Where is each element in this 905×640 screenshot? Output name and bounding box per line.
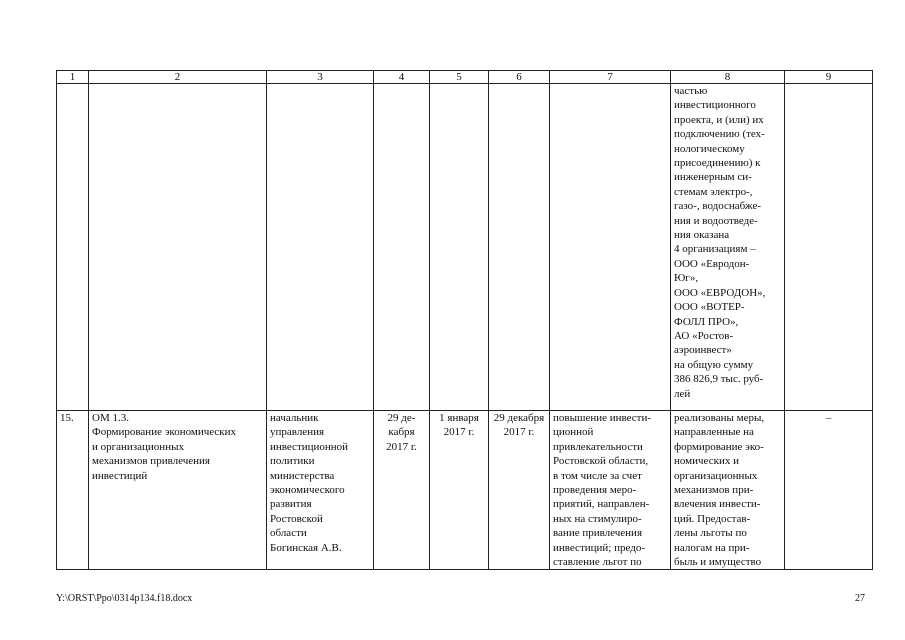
cell-text-line: ООО «ВОТЕР-: [674, 301, 745, 314]
cell-text-line: вание привлечения: [553, 527, 643, 540]
cell-empty: [785, 84, 873, 411]
cell-empty: [550, 84, 671, 411]
cell-text-line: формирование эко-: [674, 440, 764, 453]
cell-text-line: быль и имущество: [674, 556, 762, 569]
cell-text-line: ния оказана: [674, 229, 730, 242]
cell-problems: –: [785, 411, 873, 570]
cell-text-line: экономического: [270, 484, 345, 497]
cell-text-line: 2017 г.: [503, 426, 535, 439]
table-row-continued: [57, 84, 873, 411]
cell-empty: [374, 84, 430, 411]
cell-text-line: механизмов при-: [674, 484, 754, 497]
cell-text-line: налогам на при-: [674, 541, 750, 554]
header-cell-1: 1: [57, 71, 89, 84]
cell-text-line: области: [270, 527, 307, 540]
cell-text-line: ООО «Евродон-: [674, 257, 750, 270]
cell-text-line: частью: [674, 85, 708, 97]
header-cell-8: 8: [671, 71, 785, 84]
cell-empty: [430, 84, 489, 411]
cell-text-line: лены льготы по: [674, 527, 747, 540]
cell-text-line: влечения инвести-: [674, 498, 761, 511]
cell-text-line: 2017 г.: [443, 426, 475, 439]
cell-text-line: ных на стимулиро-: [553, 512, 642, 525]
cell-text-line: реализованы меры,: [674, 412, 765, 424]
header-cell-5: 5: [430, 71, 489, 84]
cell-text-line: нологическому: [674, 142, 745, 155]
cell-empty: [267, 84, 374, 411]
cell-text-line: привлекательности: [553, 440, 643, 453]
cell-text-line: политики: [270, 455, 315, 468]
cell-text-line: аэроинвест»: [674, 344, 732, 357]
cell-text-line: кабря: [388, 426, 415, 439]
cell-text-line: Ростовской: [270, 512, 323, 525]
cell-text-line: развития: [270, 498, 312, 511]
header-cell-4: 4: [374, 71, 430, 84]
cell-text-line: управления: [270, 426, 325, 439]
cell-empty: [489, 84, 550, 411]
header-cell-7: 7: [550, 71, 671, 84]
cell-measure-name: [89, 411, 267, 570]
cell-text-line: 29 де-: [387, 412, 416, 424]
footer-file-path: Y:\ORST\Ppo\0314p134.f18.docx: [56, 593, 193, 604]
cell-responsible: [267, 411, 374, 570]
cell-text-line: ООО «ЕВРОДОН»,: [674, 286, 766, 299]
cell-text-line: организационных: [674, 469, 758, 482]
cell-text-line: Богинская А.В.: [270, 541, 342, 554]
cell-empty: [57, 84, 89, 411]
cell-text-line: Формирование экономических: [92, 426, 237, 439]
cell-text-line: инвестиций: [92, 469, 148, 482]
cell-result-continued: [671, 84, 785, 411]
cell-text-line: ОМ 1.3.: [92, 412, 129, 424]
cell-text-line: ния и водоотведе-: [674, 214, 758, 227]
cell-text-line: ций. Предостав-: [674, 512, 751, 525]
cell-text-line: лей: [674, 387, 691, 400]
cell-text-line: ставление льгот по: [553, 556, 642, 569]
cell-text-line: присоединению) к: [674, 157, 761, 170]
cell-text-line: 29 декабря: [493, 412, 545, 424]
cell-planned-end-date: [374, 411, 430, 570]
cell-actual-result: [671, 411, 785, 570]
header-row: [57, 71, 873, 84]
cell-text-line: инвестиционного: [674, 99, 756, 112]
cell-text-line: повышение инвести-: [553, 412, 652, 424]
document-table: [56, 70, 873, 570]
cell-text-line: Ростовской области,: [553, 455, 649, 468]
cell-text-line: на общую сумму: [674, 358, 754, 371]
header-cell-2: 2: [89, 71, 267, 84]
cell-text-line: 4 организациям –: [674, 243, 756, 256]
cell-text-line: приятий, направлен-: [553, 498, 650, 511]
cell-text-line: 386 826,9 тыс. руб-: [674, 373, 764, 386]
cell-text-line: направленные на: [674, 426, 754, 439]
cell-expected-result: [550, 411, 671, 570]
cell-text-line: и организационных: [92, 440, 184, 453]
cell-text-line: номических и: [674, 455, 739, 468]
cell-text-line: механизмов привлечения: [92, 455, 210, 468]
cell-text-line: 1 января: [439, 412, 479, 424]
cell-text-line: инженерным си-: [674, 171, 752, 184]
cell-text-line: проведения меро-: [553, 484, 637, 497]
header-cell-6: 6: [489, 71, 550, 84]
cell-text-line: проекта, и (или) их: [674, 113, 764, 126]
cell-actual-end-date: [489, 411, 550, 570]
cell-text-line: ФОЛЛ ПРО»,: [674, 315, 739, 328]
cell-text-line: газо-, водоснабже-: [674, 200, 761, 213]
table-row-15: [57, 411, 873, 570]
cell-text-line: подключению (тех-: [674, 128, 765, 141]
cell-text-line: начальник: [270, 412, 319, 424]
cell-text-line: инвестиционной: [270, 440, 349, 453]
cell-text-line: Юг»,: [674, 272, 699, 285]
cell-text-line: 2017 г.: [386, 440, 417, 453]
cell-text-line: министерства: [270, 469, 335, 482]
cell-text-line: стемам электро-,: [674, 185, 753, 198]
page-number: 27: [855, 593, 865, 604]
cell-text-line: ционной: [553, 426, 594, 439]
cell-row-number: 15.: [57, 411, 89, 570]
cell-text-line: в том числе за счет: [553, 469, 642, 482]
cell-empty: [89, 84, 267, 411]
cell-text-line: инвестиций; предо-: [553, 541, 645, 554]
header-cell-3: 3: [267, 71, 374, 84]
header-cell-9: 9: [785, 71, 873, 84]
cell-actual-start-date: [430, 411, 489, 570]
cell-text-line: АО «Ростов-: [674, 329, 734, 342]
